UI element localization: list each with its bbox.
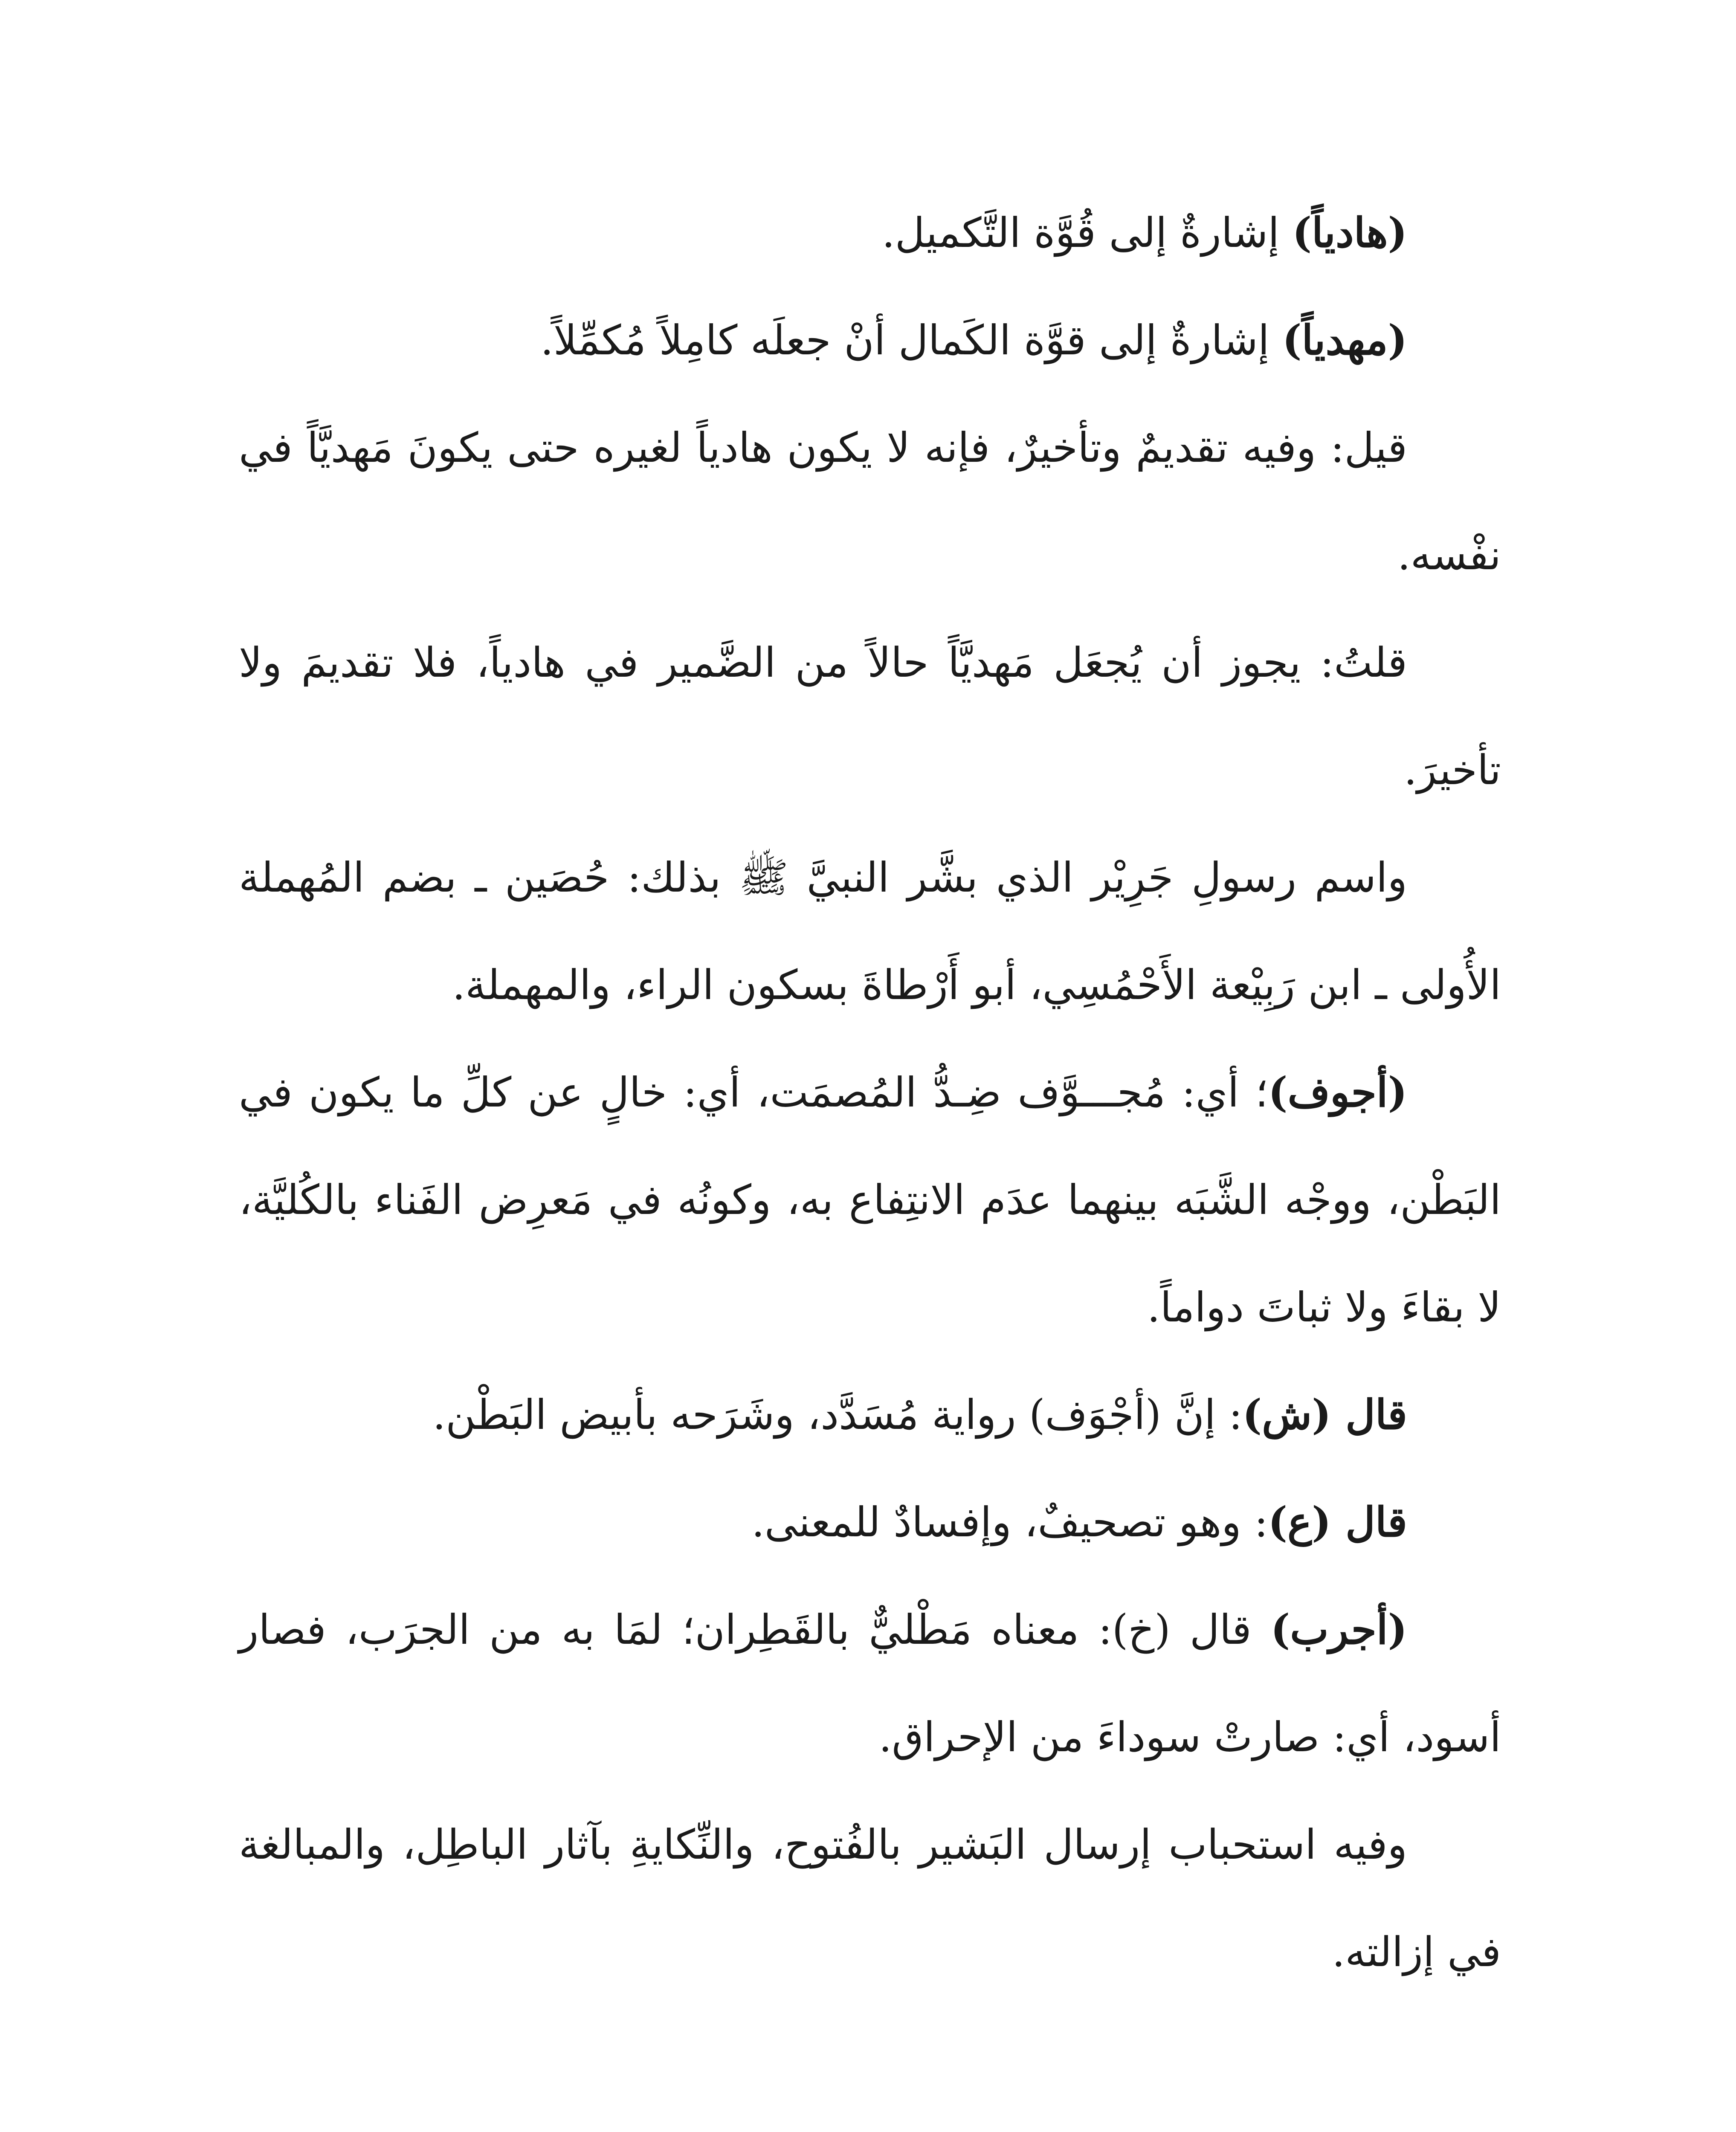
paragraph-qala-ain <box>239 1469 1501 1576</box>
paragraph-mahdiyan <box>239 287 1501 394</box>
paragraph-lead: (مهدياً) <box>1282 316 1407 364</box>
paragraph-hadiyan <box>239 179 1501 287</box>
paragraph-text: قال (خ): معناه مَطْليٌّ بالقَطِران؛ لمَا به من الجرَب، فصار أسود، أي: صارتْ سوداءَ من الإحراق. <box>239 1606 1501 1761</box>
paragraph-lead: (أجرب) <box>1270 1605 1407 1654</box>
paragraph-text: وفيه استحباب إرسال البَشير بالفُتوح، والنِّكايةِ بآثار الباطِل، والمبالغة في إزالته. <box>239 1821 1501 1976</box>
paragraph-text: إشارةٌ إلى قُوَّة التَّكميل. <box>882 209 1293 257</box>
body-text <box>239 179 1501 2006</box>
paragraph-text: ؛ أي: مُجـــوَّف ضِـدُّ المُصمَت، أي: خالٍ عن كلِّ ما يكون في البَطْن، ووجْه الشَّبَه بينهما عدَم الانتِفاع به، وكونُه في مَعرِض الفَناء بالكُليَّة، لا بقاءَ ولا ثباتَ دواماً. <box>239 1069 1501 1331</box>
paragraph-text: : إنَّ (أجْوَف) رواية مُسَدَّد، وشَرَحه بأبيض البَطْن. <box>432 1391 1243 1439</box>
paragraph-text: قلتُ: يجوز أن يُجعَل مَهديَّاً حالاً من الضَّمير في هادياً، فلا تقديمَ ولا تأخيرَ. <box>239 639 1501 794</box>
paragraph-text: إشارةٌ إلى قوَّة الكَمال أنْ جعلَه كامِلاً مُكمِّلاً. <box>540 316 1283 364</box>
paragraph-lead: قال (ش) <box>1242 1390 1407 1439</box>
paragraph-ajrab <box>239 1576 1501 1791</box>
paragraph-lead: (أجوف) <box>1268 1068 1407 1116</box>
paragraph-qultu <box>239 609 1501 824</box>
paragraph-text: : وهو تصحيفٌ، وإفسادٌ للمعنى. <box>751 1498 1268 1546</box>
paragraph-lead: قال (ع) <box>1268 1498 1407 1546</box>
paragraph-lead: (هادياً) <box>1292 209 1407 257</box>
paragraph-ajwaf <box>239 1039 1501 1361</box>
paragraph-qila <box>239 394 1501 609</box>
paragraph-text: واسم رسولِ جَرِيْر الذي بشَّر النبيَّ ﷺ بذلك: حُصَين ـ بضم المُهملة الأُولى ـ ابن رَبِيْعة الأَحْمُسِي، أبو أَرْطاةَ بسكون الراء، والمهملة. <box>239 854 1501 1009</box>
paragraph-qala-sh <box>239 1361 1501 1469</box>
paragraph-messenger-name <box>239 824 1501 1039</box>
paragraph-istihbab <box>239 1791 1501 2006</box>
paragraph-text: قيل: وفيه تقديمٌ وتأخيرٌ، فإنه لا يكون هادياً لغيره حتى يكونَ مَهديَّاً في نفْسه. <box>239 424 1501 579</box>
